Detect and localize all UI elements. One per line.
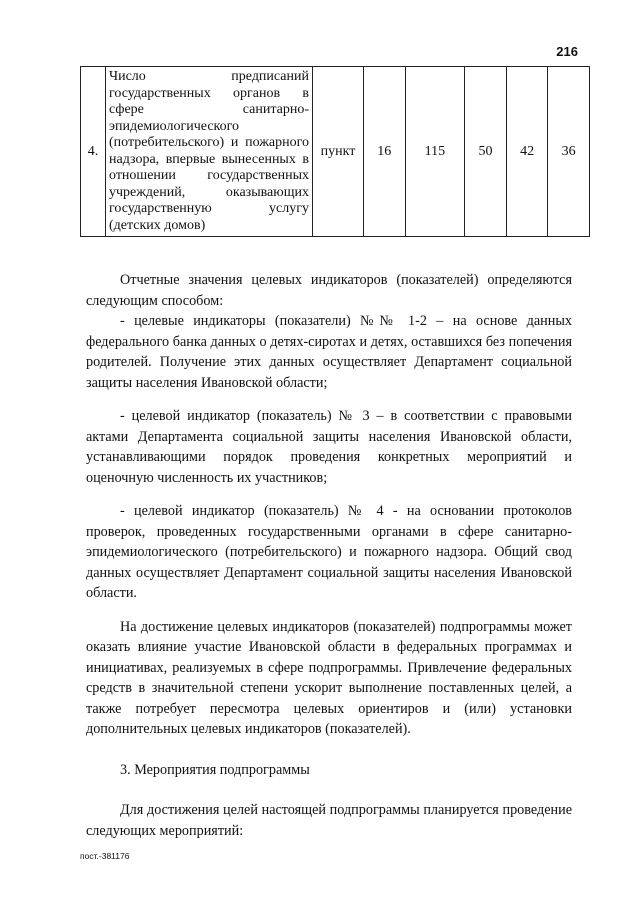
paragraph: - целевой индикатор (показатель) № 4 - на основании протоколов проверок, проведенных государственными органами в сфере санитарно-эпидемиологического (потребительского) и пожарного надзора. Общий свод данных осуществляет Департамент социальной защиты населения Ивановской области. — [86, 503, 572, 601]
section-heading: 3. Мероприятия подпрограммы — [120, 761, 310, 778]
indicator-name-cell: Число предписаний государственных органов в сфере санитарно-эпидемиологического (потребительского) и пожарного надзора, впервые вынесенных в отношении государственных учреждений, оказывающих государственную услугу (детских домов) — [106, 67, 313, 237]
footer-code: пост.-381176 — [80, 851, 130, 861]
document-body — [86, 270, 572, 841]
unit-cell: пункт — [313, 67, 364, 237]
table-row — [81, 67, 590, 237]
paragraph: - целевой индикатор (показатель) № 3 – в соответствии с правовыми актами Департамента социальной защиты населения Ивановской области, устанавливающими порядок проведения конкретных мероприятий и оценочную численность их участников; — [86, 408, 572, 486]
paragraph: Отчетные значения целевых индикаторов (показателей) определяются следующим способом: — [86, 272, 572, 309]
paragraph: - целевые индикаторы (показатели) №№ 1-2 – на основе данных федерального банка данных о детях-сиротах и детях, оставшихся без попечения родителей. Получение этих данных осуществляет Департамент социальной защиты населения Ивановской области; — [86, 313, 572, 391]
paragraph: На достижение целевых индикаторов (показателей) подпрограммы может оказать влияние участие Ивановской области в федеральных программах и инициативах, реализуемых в сфере подпрограммы. Привлечение федеральных средств в значительной степени ускорит выполнение поставленных целей, а также потребует пересмотра целевых ориентиров и (или) установки дополнительных целевых индикаторов (показателей). — [86, 618, 572, 737]
row-number-cell: 4. — [81, 67, 106, 237]
paragraph: Для достижения целей настоящей подпрограммы планируется проведение следующих мероприятий: — [86, 802, 572, 839]
page-number: 216 — [556, 44, 578, 59]
value-cell: 115 — [405, 67, 465, 237]
indicator-table — [80, 66, 590, 237]
value-cell: 42 — [506, 67, 548, 237]
value-cell: 50 — [465, 67, 507, 237]
value-cell: 36 — [548, 67, 590, 237]
value-cell: 16 — [364, 67, 406, 237]
